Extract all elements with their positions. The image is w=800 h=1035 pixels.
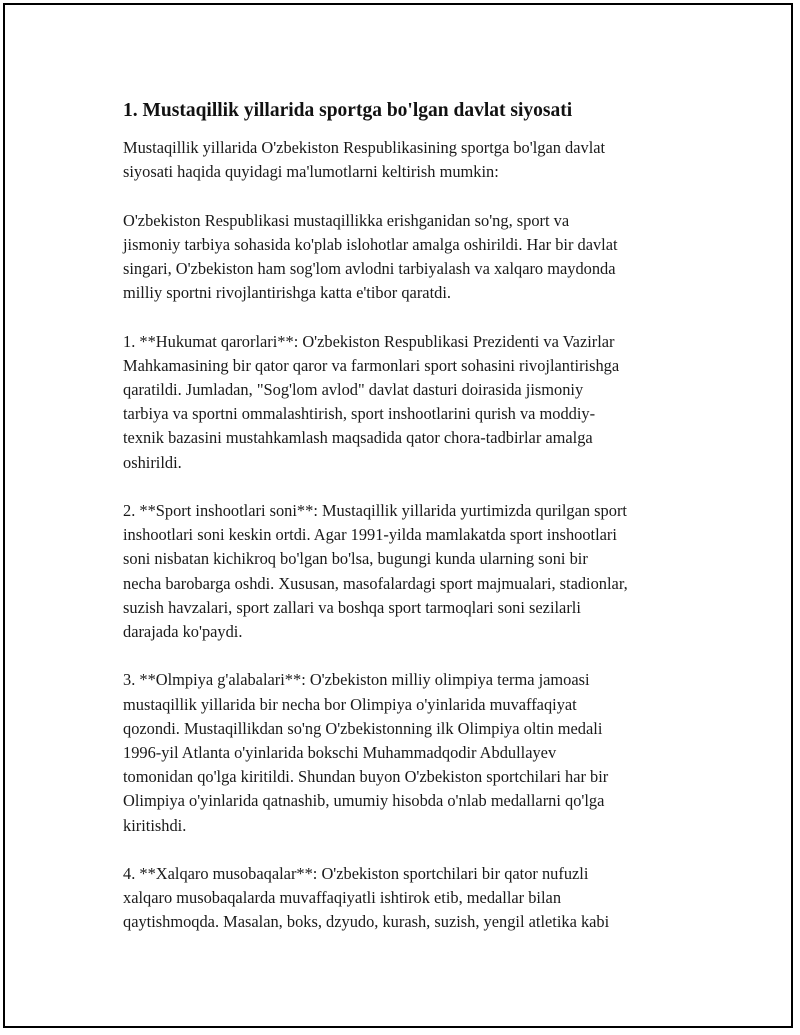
paragraph-line: qozondi. Mustaqillikdan so'ng O'zbekistonning ilk Olimpiya oltin medali <box>123 718 603 738</box>
paragraph-line: tarbiya va sportni ommalashtirish, sport inshootlarini qurish va moddiy- <box>123 404 596 424</box>
paragraph-line: 4. **Xalqaro musobaqalar**: O'zbekiston sportchilari bir qator nufuzli <box>123 864 589 884</box>
paragraph-line: Mustaqillik yillarida O'zbekiston Respublikasining sportga bo'lgan davlat <box>123 138 606 157</box>
paragraph-line: 2. **Sport inshootlari soni**: Mustaqillik yillarida yurtimizda qurilgan sport <box>123 501 627 520</box>
paragraph-line: 1996-yil Atlanta o'yinlarida bokschi Muhammadqodir Abdullayev <box>123 743 557 763</box>
paragraph-line: suzish havzalari, sport zallari va boshqa sport tarmoqlari soni sezilarli <box>123 597 581 617</box>
paragraph <box>123 136 698 184</box>
paragraph-line: necha barobarga oshdi. Xususan, masofalardagi sport majmualari, stadionlar, <box>123 573 628 593</box>
paragraph-line: 3. **Olmpiya g'alabalari**: O'zbekiston milliy olimpiya terma jamoasi <box>123 670 590 690</box>
paragraph-line: kiritishdi. <box>123 815 187 835</box>
paragraph-list <box>123 136 698 935</box>
paragraph <box>123 862 698 935</box>
paragraph-line: singari, O'zbekiston ham sog'lom avlodni tarbiyalash va xalqaro maydonda <box>123 259 616 278</box>
paragraph-line: inshootlari soni keskin ortdi. Agar 1991-yilda mamlakatda sport inshootlari <box>123 525 617 545</box>
paragraph-line: milliy sportni rivojlantirishga katta e'tibor qaratdi. <box>123 283 451 303</box>
paragraph-line: qaratildi. Jumladan, "Sog'lom avlod" davlat dasturi doirasida jismoniy <box>123 380 584 399</box>
paragraph-line: Olimpiya o'yinlarida qatnashib, umumiy hisobda o'nlab medallarni qo'lga <box>123 791 605 811</box>
paragraph-line: texnik bazasini mustahkamlash maqsadida qator chora-tadbirlar amalga <box>123 428 593 448</box>
paragraph-line: darajada ko'paydi. <box>123 622 243 642</box>
section-heading: 1. Mustaqillik yillarida sportga bo'lgan davlat siyosati <box>123 100 573 121</box>
paragraph <box>123 668 698 837</box>
paragraph-line: O'zbekiston Respublikasi mustaqillikka erishganidan so'ng, sport va <box>123 210 570 230</box>
paragraph <box>123 209 698 306</box>
paragraph-line: 1. **Hukumat qarorlari**: O'zbekiston Respublikasi Prezidenti va Vazirlar <box>123 331 615 351</box>
paragraph <box>123 499 698 644</box>
paragraph-line: soni nisbatan kichikroq bo'lgan bo'lsa, bugungi kunda ularning soni bir <box>123 549 588 569</box>
paragraph-line: tomonidan qo'lga kiritildi. Shundan buyon O'zbekiston sportchilari har bir <box>123 767 609 787</box>
paragraph <box>123 330 698 475</box>
paragraph-line: oshirildi. <box>123 452 182 472</box>
paragraph-line: Mahkamasining bir qator qaror va farmonlari sport sohasini rivojlantirishga <box>123 355 620 375</box>
paragraph-line: siyosati haqida quyidagi ma'lumotlarni keltirish mumkin: <box>123 162 499 182</box>
document-body <box>123 98 698 935</box>
paragraph-line: mustaqillik yillarida bir necha bor Olimpiya o'yinlarida muvaffaqiyat <box>123 694 577 714</box>
paragraph-line: jismoniy tarbiya sohasida ko'plab islohotlar amalga oshirildi. Har bir davlat <box>123 234 618 254</box>
paragraph-line: qaytishmoqda. Masalan, boks, dzyudo, kurash, suzish, yengil atletika kabi <box>123 912 610 932</box>
paragraph-line: xalqaro musobaqalarda muvaffaqiyatli ishtirok etib, medallar bilan <box>123 888 562 908</box>
page-frame <box>3 3 793 1028</box>
